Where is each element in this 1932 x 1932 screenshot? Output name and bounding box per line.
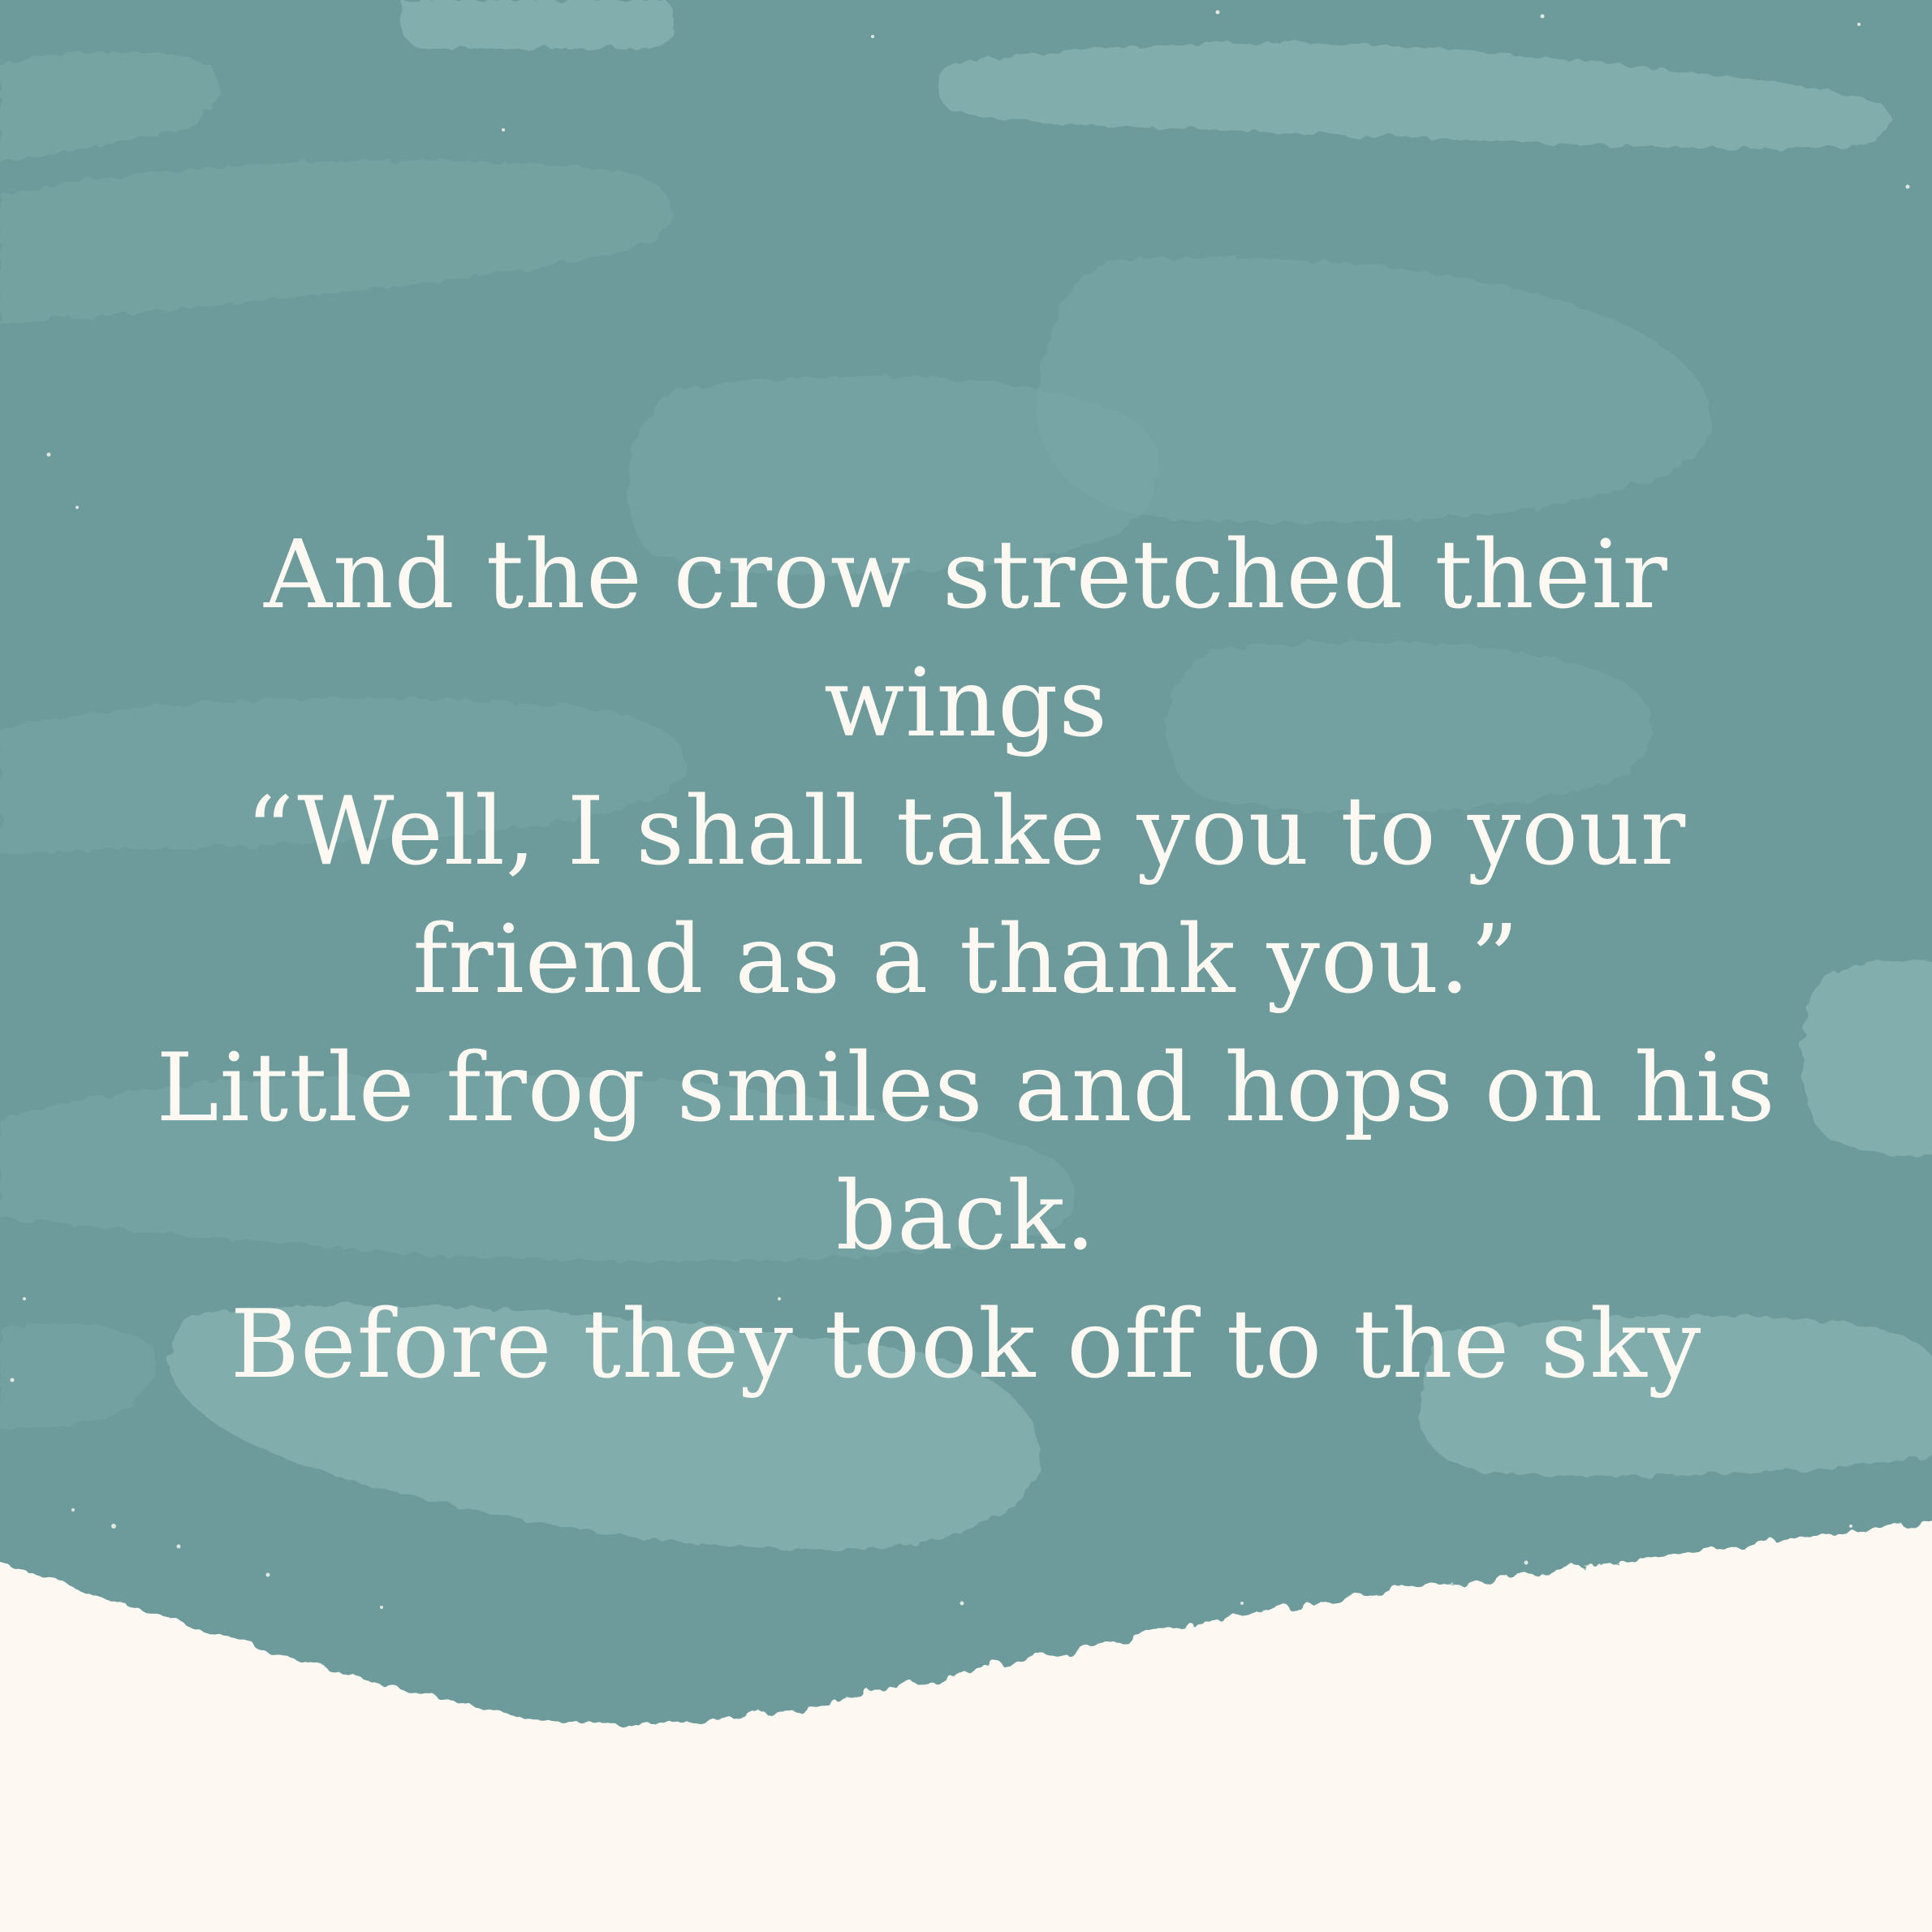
story-line: Little frog smiles and hops on his (156, 1033, 1776, 1143)
story-text (114, 511, 1818, 1409)
story-line: “Well, I shall take you to your (245, 777, 1687, 886)
story-line: And the crow stretched their (264, 520, 1668, 630)
story-line: friend as a thank you.” (412, 905, 1520, 1015)
brush-stroke (399, 0, 675, 49)
story-line: wings (824, 649, 1108, 758)
story-line: back. (835, 1162, 1097, 1271)
brush-stroke (1802, 960, 1932, 1155)
story-line: Before they took off to the sky (230, 1290, 1702, 1399)
